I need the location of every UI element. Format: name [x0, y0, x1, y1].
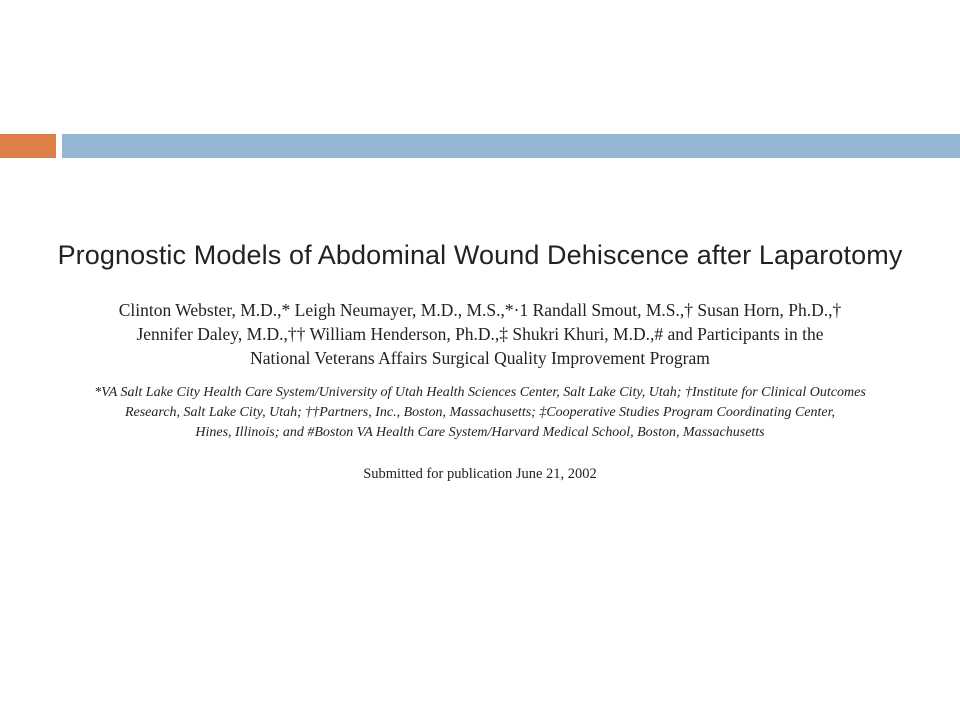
affiliation-line: Hines, Illinois; and #Boston VA Health Care System/Harvard Medical School, Boston, Massachusetts: [195, 425, 765, 440]
submission-date: Submitted for publication June 21, 2002: [363, 466, 597, 482]
affiliations: [0, 383, 960, 443]
author-line: Clinton Webster, M.D.,* Leigh Neumayer, M.D., M.S.,*·1 Randall Smout, M.S.,† Susan Horn, Ph.D.,†: [118, 300, 842, 320]
paper-title: Prognostic Models of Abdominal Wound Dehiscence after Laparotomy: [57, 240, 903, 270]
accent-bar-blue: [62, 134, 960, 158]
affiliation-line: *VA Salt Lake City Health Care System/University of Utah Health Sciences Center, Salt Lake City, Utah; †Institute for Clinical Outcomes: [94, 385, 866, 400]
author-line: National Veterans Affairs Surgical Quality Improvement Program: [250, 348, 710, 368]
accent-bar-orange: [0, 134, 56, 158]
affiliation-line: Research, Salt Lake City, Utah; ††Partners, Inc., Boston, Massachusetts; ‡Cooperative Studies Program Coordinating Center,: [124, 405, 836, 420]
author-line: Jennifer Daley, M.D.,†† William Henderson, Ph.D.,‡ Shukri Khuri, M.D.,# and Participants in the: [136, 324, 824, 344]
author-list: [0, 298, 960, 370]
